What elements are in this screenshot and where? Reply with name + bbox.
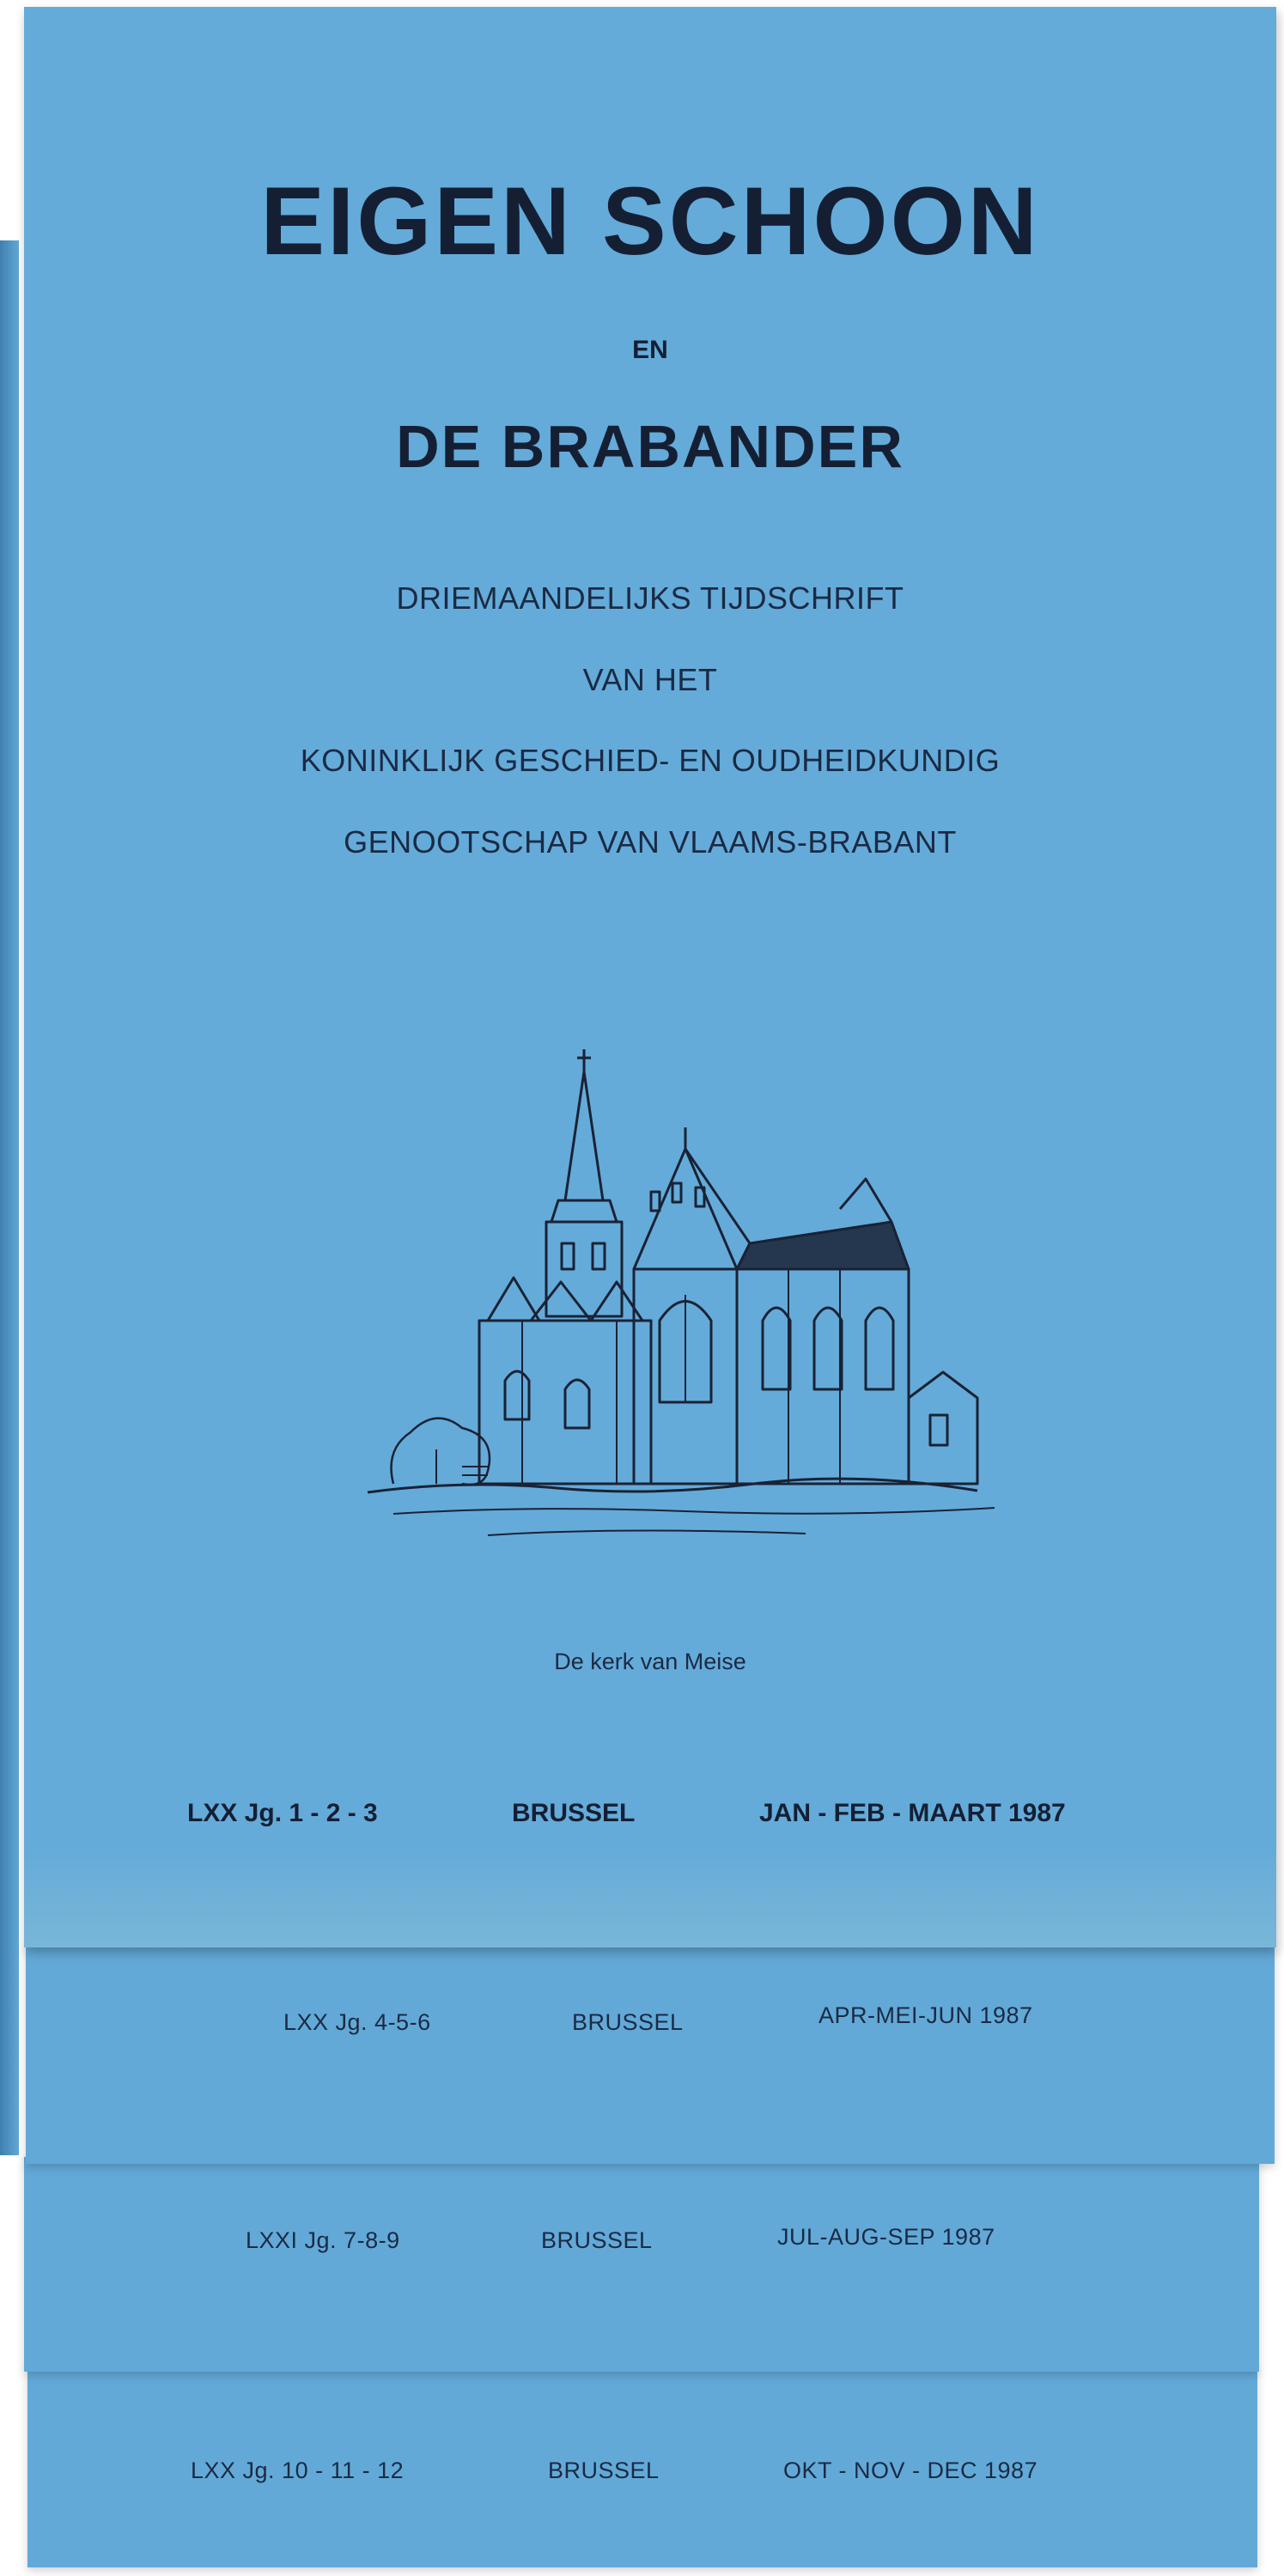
journal-subtitle: DE BRABANDER xyxy=(396,413,904,480)
cover-discoloration xyxy=(24,1844,1276,1947)
issue-period: JUL-AUG-SEP 1987 xyxy=(777,2224,995,2250)
illustration-caption: De kerk van Meise xyxy=(554,1649,746,1674)
stack-spine-edge xyxy=(0,240,19,2155)
issue-period: JAN - FEB - MAART 1987 xyxy=(759,1799,1066,1827)
description-line-3: KONINKLIJK GESCHIED- EN OUDHEIDKUNDIG xyxy=(300,743,1001,778)
issue-volume: LXX Jg. 10 - 11 - 12 xyxy=(191,2458,405,2483)
issue-period: APR-MEI-JUN 1987 xyxy=(818,2002,1033,2028)
issue-cover-jul-sep xyxy=(24,2157,1259,2372)
issue-city: BRUSSEL xyxy=(572,2009,684,2035)
issue-volume: LXX Jg. 4-5-6 xyxy=(283,2009,431,2035)
description-line-2: VAN HET xyxy=(582,662,718,697)
issue-volume: LXXI Jg. 7-8-9 xyxy=(246,2227,400,2253)
description-line-4: GENOOTSCHAP VAN VLAAMS-BRABANT xyxy=(344,824,957,860)
issue-period: OKT - NOV - DEC 1987 xyxy=(783,2458,1038,2483)
issue-city: BRUSSEL xyxy=(548,2458,660,2483)
issue-city: BRUSSEL xyxy=(541,2227,653,2253)
issue-cover-oct-dec xyxy=(27,2366,1257,2567)
issue-city: BRUSSEL xyxy=(512,1799,636,1827)
church-drawing xyxy=(359,1037,1020,1570)
front-cover xyxy=(24,7,1276,1947)
description-line-1: DRIEMAANDELIJKS TIJDSCHRIFT xyxy=(396,580,904,616)
issue-volume: LXX Jg. 1 - 2 - 3 xyxy=(187,1799,378,1827)
issue-cover-apr-jun xyxy=(26,1942,1275,2164)
title-conjunction: EN xyxy=(632,336,668,364)
journal-title: EIGEN SCHOON xyxy=(260,167,1040,275)
